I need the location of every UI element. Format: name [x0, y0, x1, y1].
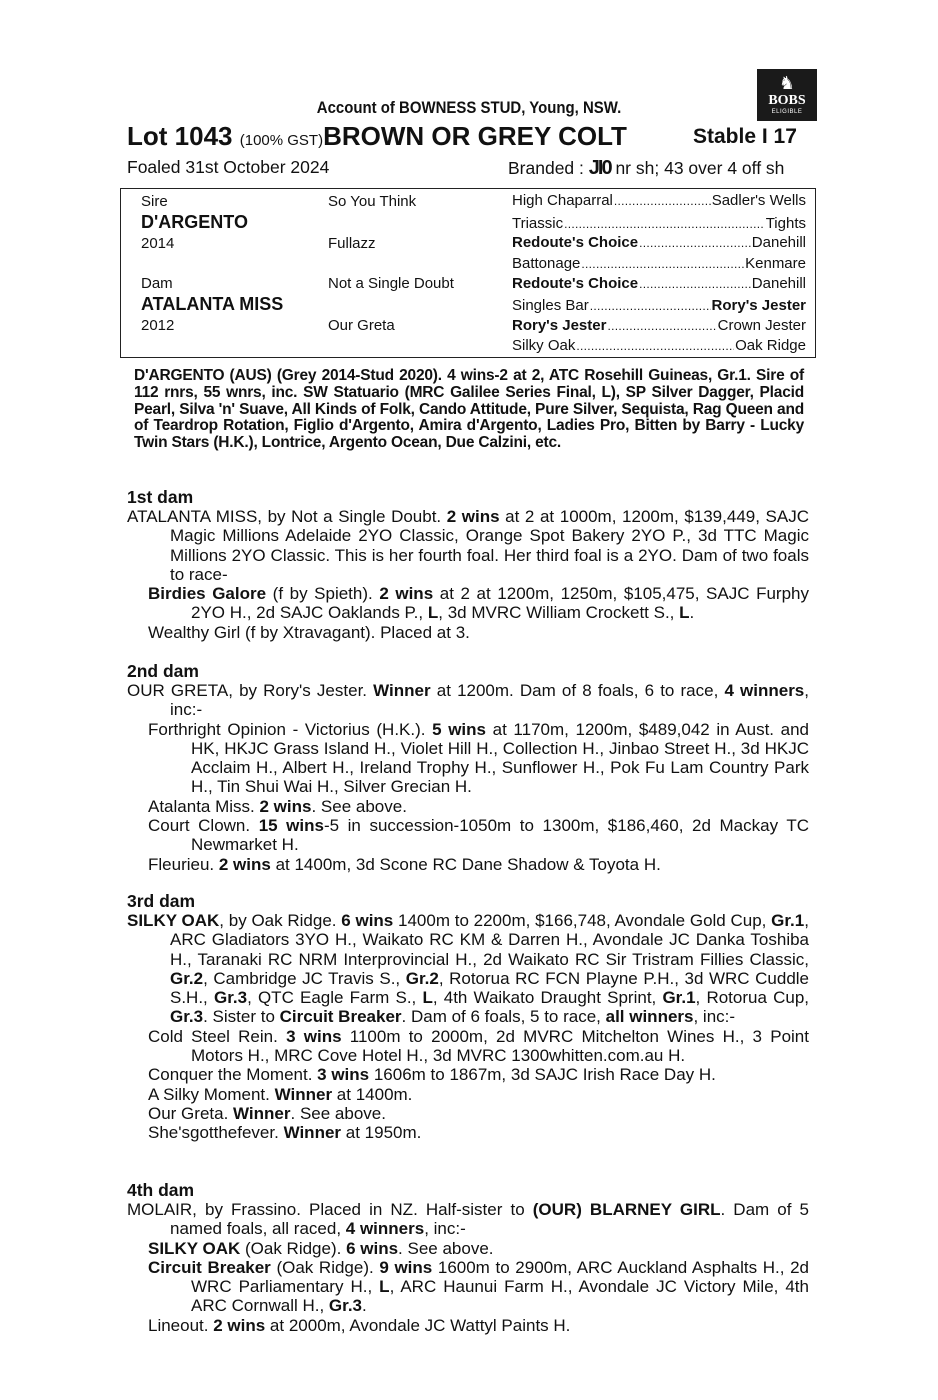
- sire-dam: Fullazz: [328, 235, 376, 252]
- stable-number: Stable I 17: [693, 125, 797, 148]
- pedigree-parent: Kenmare: [745, 255, 806, 272]
- sire-summary: D'ARGENTO (AUS) (Grey 2014-Stud 2020). 4 wins-2 at 2, ATC Rosehill Guineas, Gr.1. Sire of 112 rnrs, 55 wnrs, inc. SW Statuario (MRC Galilee Series Final, L), SP Silver Dagger, Placid Pearl, Silva 'n' Suave, All Kinds of Folk, Cando Attitude, Pure Silver, Sequista, Rag Queen and of Teardrop Rotation, Figlio d'Argento, Amira d'Argento, Ladies Pro, Bitten by Barry - Lucky Twin Stars (H.K.), Lontrice, Argento Ocean, Due Calzini, etc.: [134, 367, 804, 452]
- dot-leader: [581, 255, 744, 272]
- progeny-entry: Conquer the Moment. 3 wins 1606m to 1867m, 3d SAJC Irish Race Day H.: [148, 1065, 716, 1085]
- progeny-entry: She'sgotthefever. Winner at 1950m.: [148, 1123, 422, 1143]
- progeny-entry: Forthright Opinion - Victorius (H.K.). 5 wins at 1170m, 1200m, $489,042 in Aust. and HK, HKJC Grass Island H., Violet Hill H., Collection H., Jinbao Street H., 3d HKJC Acclaim H., Albert H., Ireland Trophy H., Sunflower H., Pok Fu Lam Country Park H., Tin Shui Wai H., Silver Grecian H.: [148, 719, 810, 797]
- dam-label: Dam: [141, 275, 173, 292]
- pedigree-horse: Redoute's Choice: [512, 234, 639, 251]
- brand-mark-icon: JI0: [588, 157, 611, 179]
- section-heading: 1st dam: [127, 487, 194, 507]
- pedigree-row: [512, 215, 806, 232]
- lot-description: BROWN OR GREY COLT: [323, 121, 627, 151]
- progeny-entry: Court Clown. 15 wins-5 in succession-1050m to 1300m, $186,460, 2d Mackay TC Newmarket H.: [148, 816, 809, 855]
- pedigree-row: [512, 234, 806, 251]
- second-dam-section: [127, 661, 809, 874]
- progeny-entry: Our Greta. Winner. See above.: [148, 1103, 386, 1123]
- progeny-entry: Atalanta Miss. 2 wins. See above.: [148, 796, 407, 816]
- logo-text: BOBS: [768, 93, 806, 108]
- sire-year: 2014: [141, 235, 175, 252]
- pedigree-parent: Tights: [765, 215, 806, 232]
- grandsire: So You Think: [328, 193, 417, 210]
- pedigree-row: [512, 192, 806, 209]
- pedigree-parent: Crown Jester: [717, 317, 806, 334]
- progeny-entry: SILKY OAK (Oak Ridge). 6 wins. See above.: [148, 1238, 494, 1258]
- progeny-entry: A Silky Moment. Winner at 1400m.: [148, 1084, 413, 1104]
- pedigree-horse: High Chaparral: [512, 192, 613, 209]
- lot-number: Lot 1043: [127, 121, 233, 151]
- pedigree-row: [512, 255, 806, 272]
- foaled-date: Foaled 31st October 2024: [127, 157, 330, 177]
- pedigree-row: [512, 275, 806, 292]
- dot-leader: [614, 192, 711, 209]
- pedigree-horse: Singles Bar: [512, 297, 589, 314]
- horse-icon: ♞: [778, 73, 796, 93]
- pedigree-horse: Battonage: [512, 255, 581, 272]
- dam-paragraph: MOLAIR, by Frassino. Placed in NZ. Half-sister to (OUR) BLARNEY GIRL. Dam of 5 named foals, all raced, 4 winners, inc:-: [127, 1200, 810, 1239]
- branded-label: Branded :: [508, 158, 584, 178]
- lot-line: [127, 121, 797, 152]
- sire-label: Sire: [141, 193, 168, 210]
- dot-leader: [607, 317, 716, 334]
- progeny-entry: Fleurieu. 2 wins at 1400m, 3d Scone RC Dane Shadow & Toyota H.: [148, 854, 661, 874]
- dot-leader: [639, 275, 751, 292]
- pedigree-parent: Rory's Jester: [711, 297, 806, 314]
- pedigree-parent: Danehill: [751, 234, 806, 251]
- granddam: Our Greta: [328, 317, 395, 334]
- third-dam-section: [127, 891, 809, 1143]
- dam-name: ATALANTA MISS: [141, 294, 284, 314]
- progeny-entry: Birdies Galore (f by Spieth). 2 wins at 2 at 1200m, 1250m, $105,475, SAJC Furphy 2YO H., 2d SAJC Oaklands P., L, 3d MVRC William Crockett S., L.: [148, 584, 809, 623]
- dot-leader: [590, 297, 711, 314]
- dam-paragraph: OUR GRETA, by Rory's Jester. Winner at 1200m. Dam of 8 foals, 6 to race, 4 winners, inc:-: [127, 681, 810, 720]
- section-heading: 3rd dam: [127, 891, 196, 911]
- pedigree-horse: Triassic: [512, 215, 564, 232]
- branded-detail: nr sh; 43 over 4 off sh: [615, 158, 785, 178]
- pedigree-row: [512, 337, 806, 354]
- pedigree-row: [512, 317, 806, 334]
- pedigree-horse: Redoute's Choice: [512, 275, 639, 292]
- dam-year: 2012: [141, 317, 175, 334]
- logo-subtext: ELIGIBLE: [771, 109, 803, 115]
- pedigree-parent: Danehill: [751, 275, 806, 292]
- fourth-dam-section: [127, 1180, 809, 1335]
- pedigree-horse: Rory's Jester: [512, 317, 607, 334]
- pedigree-parent: Oak Ridge: [735, 337, 806, 354]
- dot-leader: [564, 215, 765, 232]
- branded-info: [508, 157, 784, 180]
- dam-paragraph: ATALANTA MISS, by Not a Single Doubt. 2 wins at 2 at 1000m, 1200m, $139,449, SAJC Magic Millions Adelaide 2YO Classic, Orange Spot Bakery 2YO P., 3d TTC Magic Millions 2YO Classic. This is her fourth foal. Her third foal is a 2YO. Dam of two foals to race-: [127, 507, 809, 584]
- progeny-entry: Wealthy Girl (f by Xtravagant). Placed at 3.: [148, 622, 470, 642]
- progeny-entry: Cold Steel Rein. 3 wins 1100m to 2000m, 2d MVRC Mitchelton Wines H., 3 Point Motors H., MRC Cove Hotel H., 3d MVRC 1300whitten.com.au H.: [148, 1026, 809, 1066]
- first-dam-section: [127, 487, 809, 642]
- pedigree-horse: Silky Oak: [512, 337, 576, 354]
- sire-name: D'ARGENTO: [141, 212, 248, 232]
- dot-leader: [639, 234, 751, 251]
- gst-note: (100% GST): [239, 132, 324, 149]
- pedigree-row: [512, 297, 806, 314]
- progeny-entry: Lineout. 2 wins at 2000m, Avondale JC Wattyl Paints H.: [148, 1315, 571, 1335]
- section-heading: 4th dam: [127, 1180, 195, 1200]
- progeny-entry: Circuit Breaker (Oak Ridge). 9 wins 1600m to 2900m, ARC Auckland Asphalts H., 2d WRC Parliamentary H., L, ARC Haunui Farm H., Avondale JC Victory Mile, 4th ARC Cornwall H., Gr.3.: [148, 1257, 810, 1316]
- dam-paragraph: SILKY OAK, by Oak Ridge. 6 wins 1400m to 2200m, $166,748, Avondale Gold Cup, Gr.1, ARC Gladiators 3YO H., Waikato RC KM & Darren H., Avondale JC Danka Toshiba H., Taranaki RC NRM Interprovincial H., 2d Waikato RC Sir Tristram Fillies Classic, Gr.2, Cambridge JC Travis S., Gr.2, Rotorua RC FCN Playne P.H., 3d WRC Cuddle S.H., Gr.3, QTC Eagle Farm S., L, 4th Waikato Draught Sprint, Gr.1, Rotorua Cup, Gr.3. Sister to Circuit Breaker. Dam of 6 foals, 5 to race, all winners, inc:-: [127, 911, 810, 1027]
- pedigree-parent: Sadler's Wells: [711, 192, 806, 209]
- dot-leader: [576, 337, 734, 354]
- vendor-account: Account of BOWNESS STUD, Young, NSW.: [316, 98, 622, 117]
- section-heading: 2nd dam: [127, 661, 199, 681]
- dam-sire: Not a Single Doubt: [328, 275, 454, 292]
